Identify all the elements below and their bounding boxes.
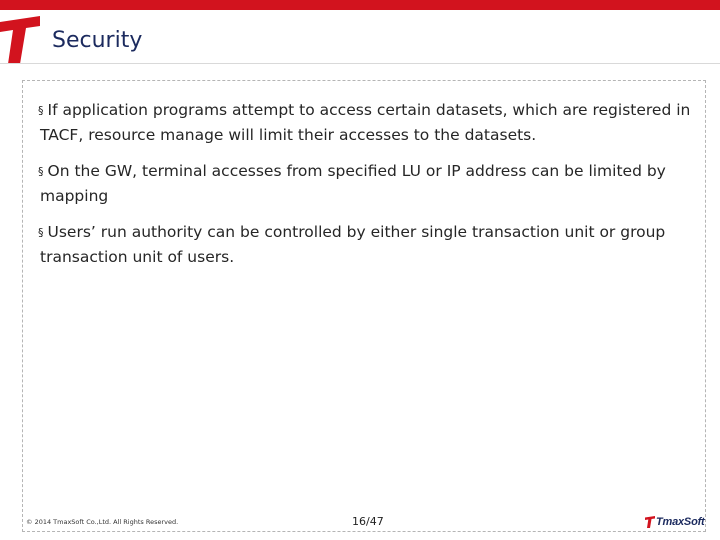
- tmax-t-small-icon: [645, 516, 655, 528]
- bullet-list: [30, 98, 698, 281]
- bullet-marker-icon: §: [38, 165, 44, 178]
- bullet-marker-icon: §: [38, 104, 44, 117]
- title-divider: [0, 63, 720, 64]
- bullet-item: [30, 220, 698, 269]
- bullet-text: Users’ run authority can be controlled by either single transaction unit or group transaction unit of users.: [40, 223, 666, 266]
- page-title: Security: [52, 28, 143, 53]
- footer-copyright: © 2014 TmaxSoft Co.,Ltd. All Rights Reserved.: [26, 518, 179, 526]
- bullet-text: On the GW, terminal accesses from specified LU or IP address can be limited by mapping: [40, 162, 666, 205]
- page-number: 16/47: [352, 515, 384, 528]
- bullet-marker-icon: §: [38, 226, 44, 239]
- tmaxsoft-logo-icon: [645, 514, 705, 530]
- tmax-t-logo-icon: [0, 16, 40, 64]
- top-accent-bar: [0, 0, 720, 10]
- bullet-item: [30, 98, 698, 147]
- footer-logo-text: TmaxSoft: [656, 516, 705, 528]
- bullet-item: [30, 159, 698, 208]
- bullet-text: If application programs attempt to access certain datasets, which are registered in TACF, resource manage will limit their accesses to the datasets.: [40, 101, 691, 144]
